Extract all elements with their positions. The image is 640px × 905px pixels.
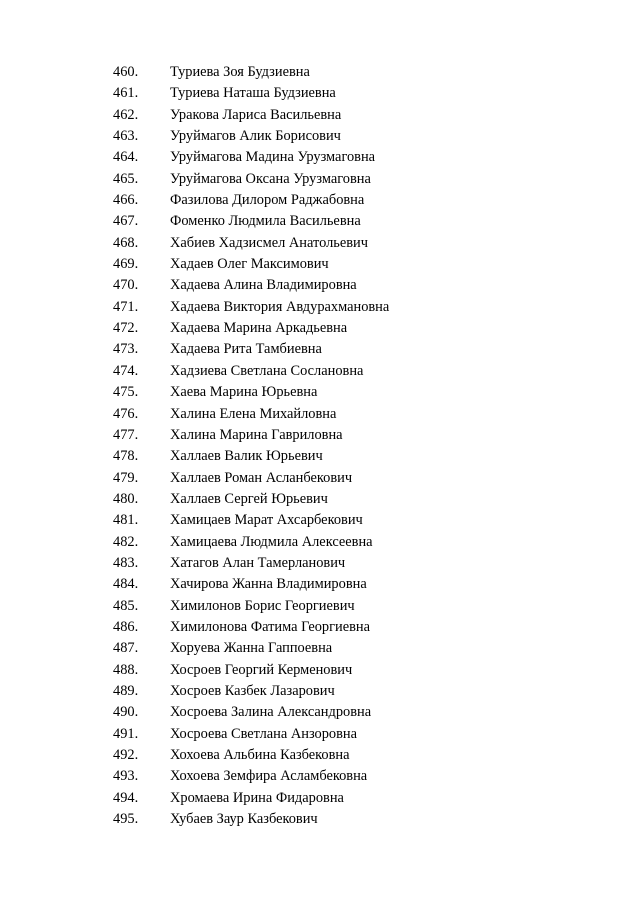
list-item-name: Уруймагова Мадина Урузмаговна	[170, 149, 376, 166]
list-item-number: 462.	[113, 106, 139, 123]
list-item-number: 475.	[113, 384, 139, 401]
list-item-name: Хадзиева Светлана Сослановна	[170, 362, 364, 379]
list-item-name: Уруймагова Оксана Урузмаговна	[170, 170, 371, 187]
list-item-name: Халлаев Роман Асланбекович	[170, 469, 353, 486]
list-item-name: Халлаев Валик Юрьевич	[170, 448, 323, 465]
list-item-name: Хадаева Виктория Авдурахмановна	[170, 298, 390, 315]
list-item	[0, 83, 640, 104]
list-item-number: 470.	[113, 277, 139, 294]
list-item-number: 465.	[113, 170, 139, 187]
list-item	[0, 404, 640, 425]
list-item-number: 477.	[113, 426, 139, 443]
list-item-name: Хабиев Хадзисмел Анатольевич	[170, 234, 368, 251]
list-item	[0, 147, 640, 168]
list-item-name: Химилонов Борис Георгиевич	[170, 597, 355, 614]
list-item-number: 466.	[113, 192, 139, 209]
list-item	[0, 62, 640, 83]
list-item	[0, 766, 640, 787]
list-item-name: Халина Марина Гавриловна	[170, 426, 343, 443]
list-item-name: Хачирова Жанна Владимировна	[170, 576, 367, 593]
list-item-name: Туриева Наташа Будзиевна	[170, 85, 336, 102]
list-item-name: Хромаева Ирина Фидаровна	[170, 789, 344, 806]
list-item-number: 493.	[113, 768, 139, 785]
list-item-name: Химилонова Фатима Георгиевна	[170, 618, 371, 635]
list-item-number: 482.	[113, 533, 139, 550]
list-item-number: 474.	[113, 362, 139, 379]
list-item-number: 460.	[113, 64, 139, 80]
list-item-name: Хадаев Олег Максимович	[170, 256, 329, 273]
list-item-number: 483.	[113, 554, 139, 571]
list-item-name: Хадаева Алина Владимировна	[170, 277, 357, 294]
list-item-name: Хоруева Жанна Гаппоевна	[170, 640, 333, 657]
list-item-number: 479.	[113, 469, 139, 486]
list-item-number: 461.	[113, 85, 139, 102]
list-item	[0, 190, 640, 211]
list-item	[0, 169, 640, 190]
list-item	[0, 211, 640, 232]
list-item	[0, 468, 640, 489]
list-item-name: Хосроева Залина Александровна	[170, 704, 372, 721]
name-list	[0, 62, 640, 830]
list-item-name: Хубаев Заур Казбекович	[170, 811, 318, 828]
list-item	[0, 638, 640, 659]
list-item-number: 472.	[113, 320, 139, 337]
list-item	[0, 724, 640, 745]
list-item	[0, 596, 640, 617]
list-item	[0, 617, 640, 638]
list-item	[0, 233, 640, 254]
list-item-name: Хатагов Алан Тамерланович	[170, 554, 346, 571]
list-item-name: Хадаева Марина Аркадьевна	[170, 320, 348, 337]
list-item	[0, 126, 640, 147]
list-item-number: 467.	[113, 213, 139, 230]
list-item	[0, 788, 640, 809]
list-item	[0, 702, 640, 723]
list-item-name: Фазилова Дилором Раджабовна	[170, 192, 365, 209]
list-item-number: 487.	[113, 640, 139, 657]
list-item-number: 485.	[113, 597, 139, 614]
list-item-number: 495.	[113, 811, 139, 828]
list-item	[0, 254, 640, 275]
list-item	[0, 660, 640, 681]
list-item	[0, 105, 640, 126]
list-item-name: Хосроева Светлана Анзоровна	[170, 725, 358, 742]
list-item-name: Фоменко Людмила Васильевна	[170, 213, 361, 230]
list-item-name: Туриева Зоя Будзиевна	[170, 64, 310, 80]
list-item	[0, 574, 640, 595]
list-item	[0, 425, 640, 446]
list-item-number: 492.	[113, 747, 139, 763]
list-item-number: 473.	[113, 341, 139, 358]
list-item-name: Хосроев Георгий Керменович	[170, 661, 353, 678]
list-item	[0, 318, 640, 339]
list-item	[0, 510, 640, 531]
list-item-number: 463.	[113, 128, 139, 145]
list-item-name: Хамицаева Людмила Алексеевна	[170, 533, 373, 550]
list-item-name: Халлаев Сергей Юрьевич	[170, 490, 328, 507]
list-item	[0, 745, 640, 766]
list-item	[0, 275, 640, 296]
list-item	[0, 339, 640, 360]
list-item	[0, 681, 640, 702]
list-item-number: 469.	[113, 256, 139, 273]
list-item	[0, 382, 640, 403]
list-item	[0, 361, 640, 382]
list-item-number: 464.	[113, 149, 139, 166]
list-item-name: Хохоева Земфира Асламбековна	[170, 768, 368, 785]
list-item	[0, 532, 640, 553]
list-item	[0, 446, 640, 467]
list-item-name: Хосроев Казбек Лазарович	[170, 682, 335, 699]
list-item	[0, 297, 640, 318]
list-item	[0, 553, 640, 574]
list-item-name: Хаева Марина Юрьевна	[170, 384, 318, 401]
list-item	[0, 489, 640, 510]
list-item-number: 478.	[113, 448, 139, 465]
list-item-number: 468.	[113, 234, 139, 251]
list-item-number: 476.	[113, 405, 139, 422]
list-item-name: Хадаева Рита Тамбиевна	[170, 341, 322, 358]
list-item-name: Уруймагов Алик Борисович	[170, 128, 341, 145]
list-item-number: 480.	[113, 490, 139, 507]
list-item-number: 488.	[113, 661, 139, 678]
list-item-number: 481.	[113, 512, 139, 529]
list-item-number: 471.	[113, 298, 139, 315]
list-item-name: Хохоева Альбина Казбековна	[170, 747, 350, 763]
list-item-number: 489.	[113, 682, 139, 699]
list-item-name: Уракова Лариса Васильевна	[170, 106, 342, 123]
list-item-number: 491.	[113, 725, 139, 742]
list-item-name: Хамицаев Марат Ахсарбекович	[170, 512, 363, 529]
list-item-number: 486.	[113, 618, 139, 635]
list-item-number: 484.	[113, 576, 139, 593]
list-item-number: 494.	[113, 789, 139, 806]
list-item-name: Халина Елена Михайловна	[170, 405, 337, 422]
list-item	[0, 809, 640, 830]
list-item-number: 490.	[113, 704, 139, 721]
